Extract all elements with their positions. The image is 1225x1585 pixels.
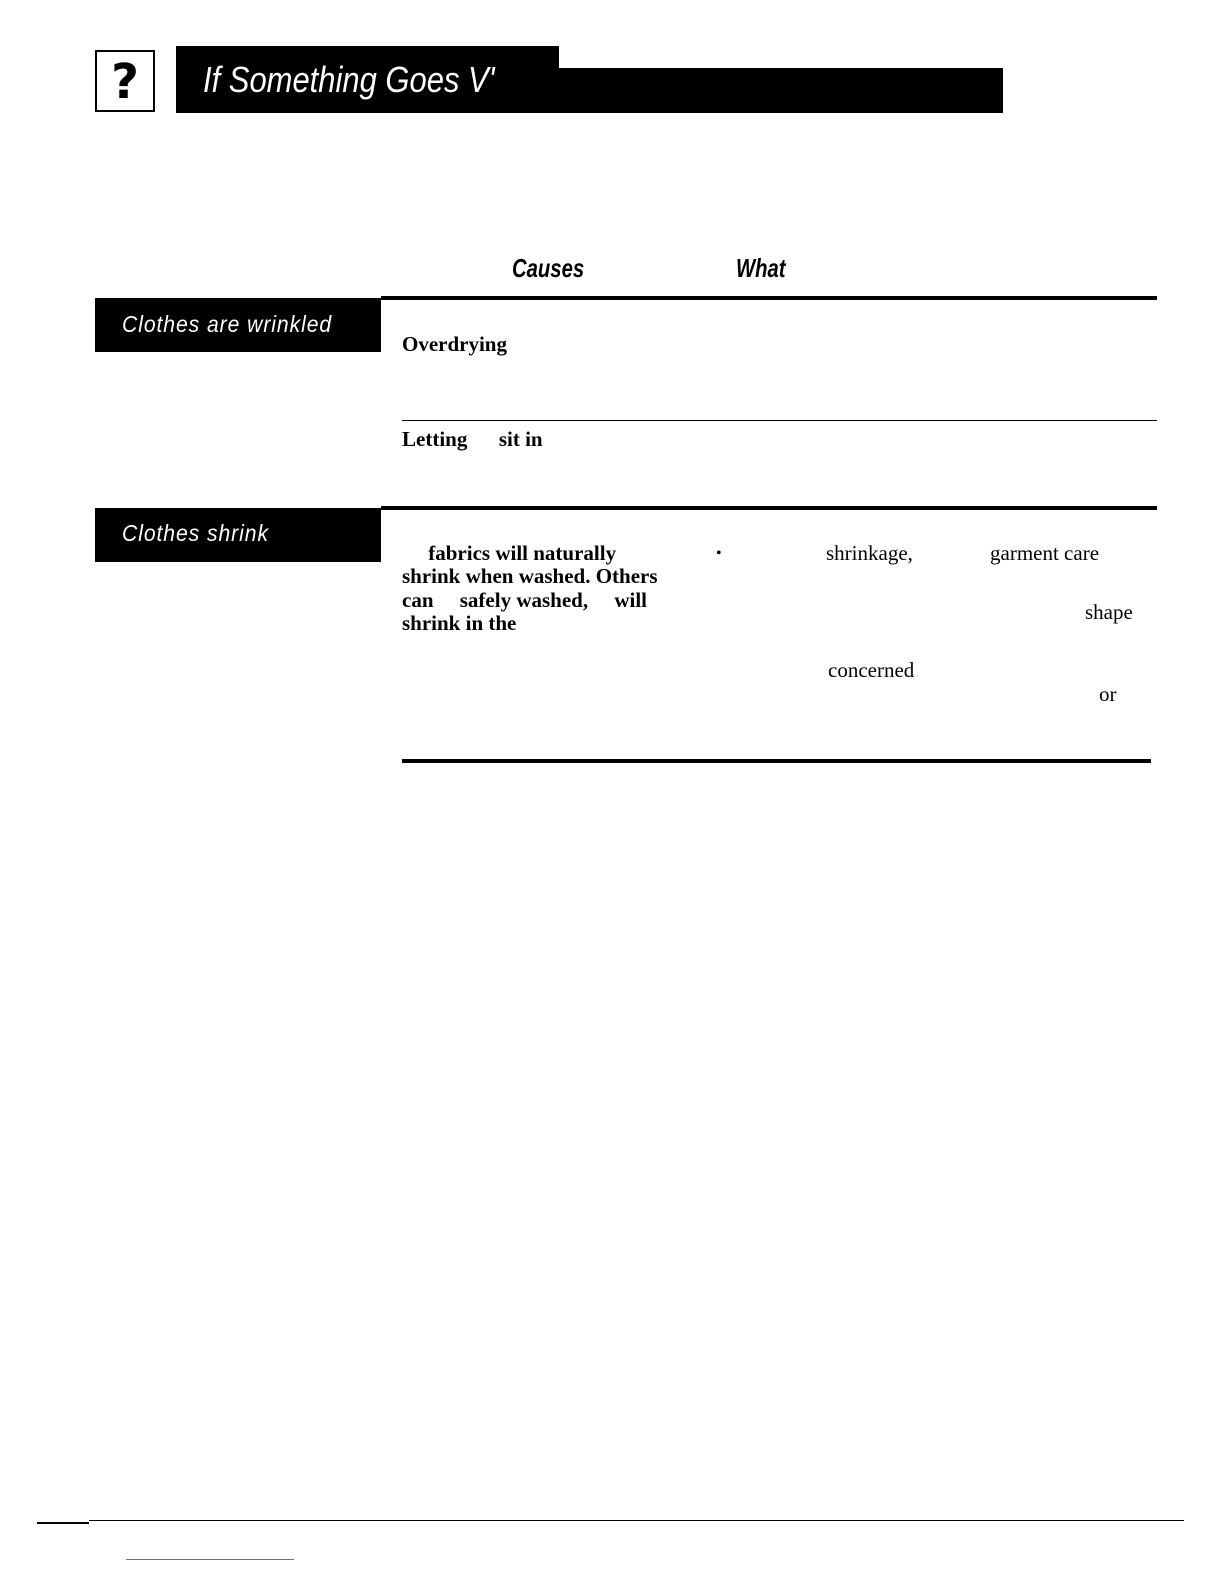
- fix-fragment: concerned: [828, 658, 915, 682]
- section-divider-top: [381, 296, 1157, 300]
- problem-label-shrink: [95, 508, 381, 562]
- bullet-icon: •: [716, 545, 722, 562]
- cause-line: shrink in the: [402, 611, 517, 635]
- cause-line: can safely washed, will: [402, 588, 648, 612]
- problem-label-wrinkled: [95, 298, 381, 352]
- fix-fragment: or: [1099, 682, 1117, 706]
- page-title: If Something Goes V': [203, 59, 495, 100]
- section-divider-bottom: [402, 759, 1151, 763]
- fix-fragment: garment care: [990, 541, 1100, 565]
- problem-label-text: Clothes shrink: [122, 520, 269, 546]
- cause-overdrying: Overdrying: [402, 332, 507, 356]
- cause-line: fabrics will naturally: [402, 541, 617, 565]
- cause-divider: [402, 420, 1157, 421]
- cause-letting-sit: Letting sit in: [402, 427, 543, 451]
- problem-label-text: Clothes are wrinkled: [122, 311, 333, 337]
- cause-line: shrink when washed. Others: [402, 564, 658, 588]
- fix-fragment: shape: [1085, 600, 1133, 624]
- section-divider-middle: [381, 506, 1157, 510]
- question-mark-icon: [95, 50, 155, 112]
- what-column-heading: What: [736, 253, 786, 283]
- footer-rule: [89, 1520, 1184, 1521]
- causes-column-heading: Causes: [512, 253, 585, 283]
- question-mark-glyph: ?: [111, 54, 139, 110]
- footer-link-underline: [126, 1559, 294, 1560]
- footer-mark: [37, 1522, 89, 1524]
- fix-fragment: shrinkage,: [826, 541, 913, 565]
